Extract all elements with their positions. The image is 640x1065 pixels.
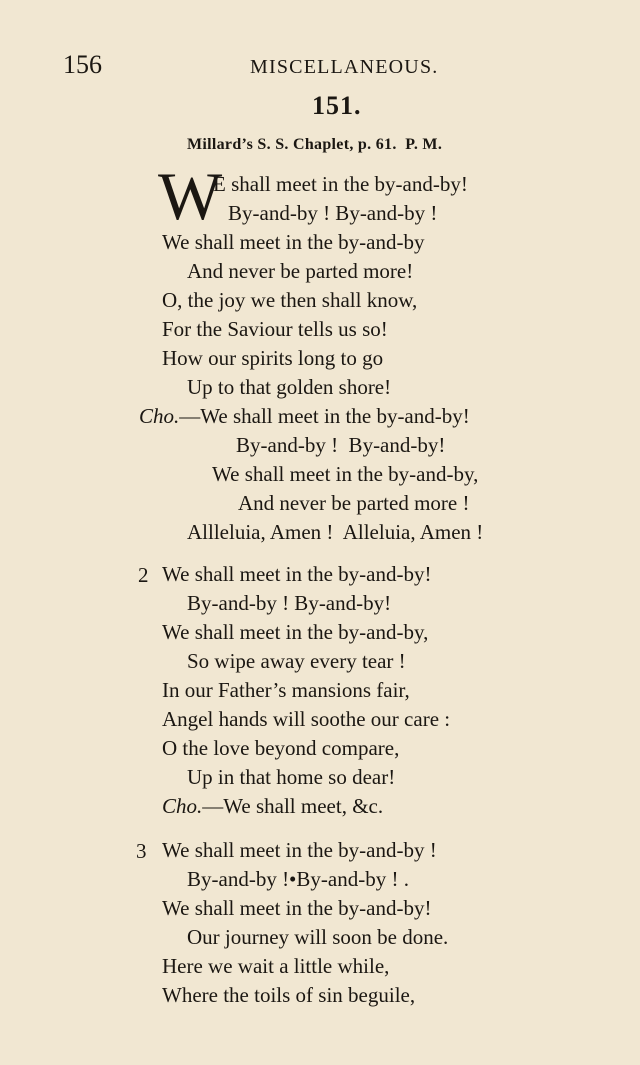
stanza2-line: By-and-by ! By-and-by! xyxy=(187,591,392,615)
chorus-first-line xyxy=(139,402,470,431)
stanza3-line: Our journey will soon be done. xyxy=(187,925,449,949)
stanza1-line: How our spirits long to go xyxy=(162,346,384,370)
stanza1-line: For the Saviour tells us so! xyxy=(162,317,388,341)
chorus-ref-rest: —We shall meet, &c. xyxy=(202,794,384,818)
stanza2-line: We shall meet in the by-and-by, xyxy=(162,620,429,644)
stanza1-line: E shall meet in the by-and-by! xyxy=(213,172,468,196)
stanza1-line: By-and-by ! By-and-by ! xyxy=(228,201,438,225)
chorus-line: By-and-by ! By-and-by! xyxy=(236,433,446,457)
stanza1-line: Up to that golden shore! xyxy=(187,375,392,399)
chorus-line: We shall meet in the by-and-by, xyxy=(212,462,479,486)
stanza1-line: And never be parted more! xyxy=(187,259,414,283)
chorus-line: Allleluia, Amen ! Alleluia, Amen ! xyxy=(187,520,484,544)
stanza2-chorus-ref xyxy=(162,792,383,821)
stanza3-line: Here we wait a little while, xyxy=(162,954,390,978)
chorus-line: And never be parted more ! xyxy=(238,491,470,515)
chorus-label: Cho. xyxy=(139,404,180,428)
stanza3-line: By-and-by !•By-and-by ! . xyxy=(187,867,409,891)
stanza2-line: So wipe away every tear ! xyxy=(187,649,406,673)
page-number: 156 xyxy=(63,50,102,79)
stanza2-line: Up in that home so dear! xyxy=(187,765,396,789)
stanza1-line: We shall meet in the by-and-by xyxy=(162,230,425,254)
stanza2-line: O the love beyond compare, xyxy=(162,736,400,760)
stanza2-line: Angel hands will soothe our care : xyxy=(162,707,451,731)
stanza3-line: We shall meet in the by-and-by! xyxy=(162,896,432,920)
stanza1-line: O, the joy we then shall know, xyxy=(162,288,418,312)
stanza3-line: We shall meet in the by-and-by ! xyxy=(162,838,437,862)
hymn-number: 151. xyxy=(312,91,362,120)
verse-number: 3 xyxy=(136,839,147,863)
running-head: MISCELLANEOUS. xyxy=(250,56,439,78)
chorus-first-rest: —We shall meet in the by-and-by! xyxy=(179,404,470,428)
chorus-label: Cho. xyxy=(162,794,203,818)
verse-number: 2 xyxy=(138,563,149,587)
hymn-source: Millard’s S. S. Chaplet, p. 61. P. M. xyxy=(187,136,443,153)
stanza2-line: In our Father’s mansions fair, xyxy=(162,678,410,702)
stanza2-line: We shall meet in the by-and-by! xyxy=(162,562,432,586)
stanza3-line: Where the toils of sin beguile, xyxy=(162,983,416,1007)
drop-cap: W xyxy=(158,158,223,234)
